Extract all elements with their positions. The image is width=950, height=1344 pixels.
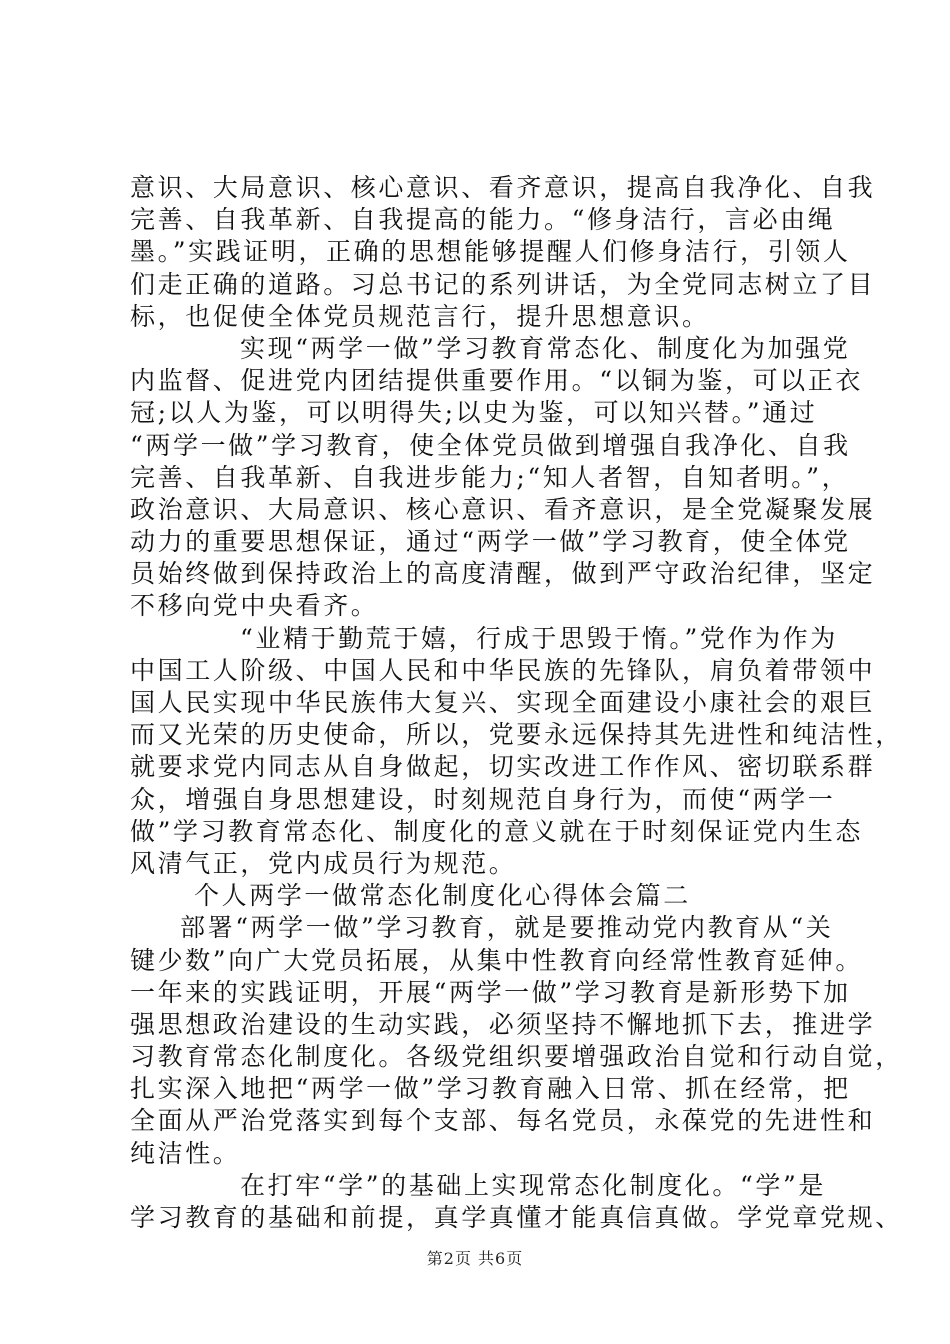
text-line: 完善、自我革新、自我进步能力;“知人者智，自知者明。”， xyxy=(130,462,850,492)
text-line: 全面从严治党落实到每个支部、每名党员，永葆党的先进性和 xyxy=(130,1106,876,1136)
text-line: 冠;以人为鉴，可以明得失;以史为鉴，可以知兴替。”通过 xyxy=(130,398,818,428)
text-line: 扎实深入地把“两学一做”学习教育融入日常、抓在经常，把 xyxy=(130,1074,851,1104)
text-line: 做”学习教育常态化、制度化的意义就在于时刻保证党内生态 xyxy=(130,816,863,846)
text-line: 标，也促使全体党员规范言行，提升思想意识。 xyxy=(130,301,710,331)
text-line: 动力的重要思想保证，通过“两学一做”学习教育，使全体党 xyxy=(130,527,851,557)
text-line: 纯洁性。 xyxy=(130,1138,241,1168)
text-line: 员始终做到保持政治上的高度清醒，做到严守政治纪律，坚定 xyxy=(130,559,876,589)
text-line: 墨。”实践证明，正确的思想能够提醒人们修身洁行，引领人 xyxy=(130,237,851,267)
text-line: 政治意识、大局意识、核心意识、看齐意识，是全党凝聚发展 xyxy=(130,494,876,524)
text-line: 们走正确的道路。习总书记的系列讲话，为全党同志树立了目 xyxy=(130,269,876,299)
text-line: 国人民实现中华民族伟大复兴、实现全面建设小康社会的艰巨 xyxy=(130,688,876,717)
text-line: 强思想政治建设的生动实践，必须坚持不懈地抓下去，推进学 xyxy=(130,1009,876,1039)
text-line: 习教育常态化制度化。各级党组织要增强政治自觉和行动自觉， xyxy=(130,1042,903,1072)
text-line: 风清气正，党内成员行为规范。 xyxy=(130,848,517,878)
text-line: 学习教育的基础和前提，真学真懂才能真信真做。学党章党规、 xyxy=(130,1203,903,1232)
text-line: 中国工人阶级、中国人民和中华民族的先锋队，肩负着带领中 xyxy=(130,655,876,685)
text-line: 就要求党内同志从自身做起，切实改进工作作风、密切联系群 xyxy=(130,752,876,782)
document-body xyxy=(130,172,903,1234)
text-line: “两学一做”学习教育，使全体党员做到增强自我净化、自我 xyxy=(130,430,851,460)
section-heading: 个人两学一做常态化制度化心得体会篇二 xyxy=(194,881,691,911)
text-line: 一年来的实践证明，开展“两学一做”学习教育是新形势下加 xyxy=(130,977,851,1007)
text-line: 而又光荣的历史使命，所以，党要永远保持其先进性和纯洁性， xyxy=(130,720,903,750)
text-line: 意识、大局意识、核心意识、看齐意识，提高自我净化、自我 xyxy=(130,173,876,202)
text-line: 在打牢“学”的基础上实现常态化制度化。“学”是 xyxy=(240,1170,826,1200)
text-line: 实现“两学一做”学习教育常态化、制度化为加强党 xyxy=(240,333,851,363)
page-number-footer: 第2页 共6页 xyxy=(426,1249,524,1268)
text-line: 键少数”向广大党员拓展，从集中性教育向经常性教育延伸。 xyxy=(130,945,863,975)
text-line: 内监督、促进党内团结提供重要作用。“以铜为鉴，可以正衣 xyxy=(130,366,863,396)
text-line: 部署“两学一做”学习教育，就是要推动党内教育从“关 xyxy=(180,913,834,943)
text-line: 完善、自我革新、自我提高的能力。“修身洁行，言必由绳 xyxy=(130,205,836,235)
text-line: 不移向党中央看齐。 xyxy=(130,591,379,621)
text-line: “业精于勤荒于嬉，行成于思毁于惰。”党作为作为 xyxy=(240,623,838,653)
text-line: 众，增强自身思想建设，时刻规范自身行为，而使“两学一 xyxy=(130,784,836,814)
